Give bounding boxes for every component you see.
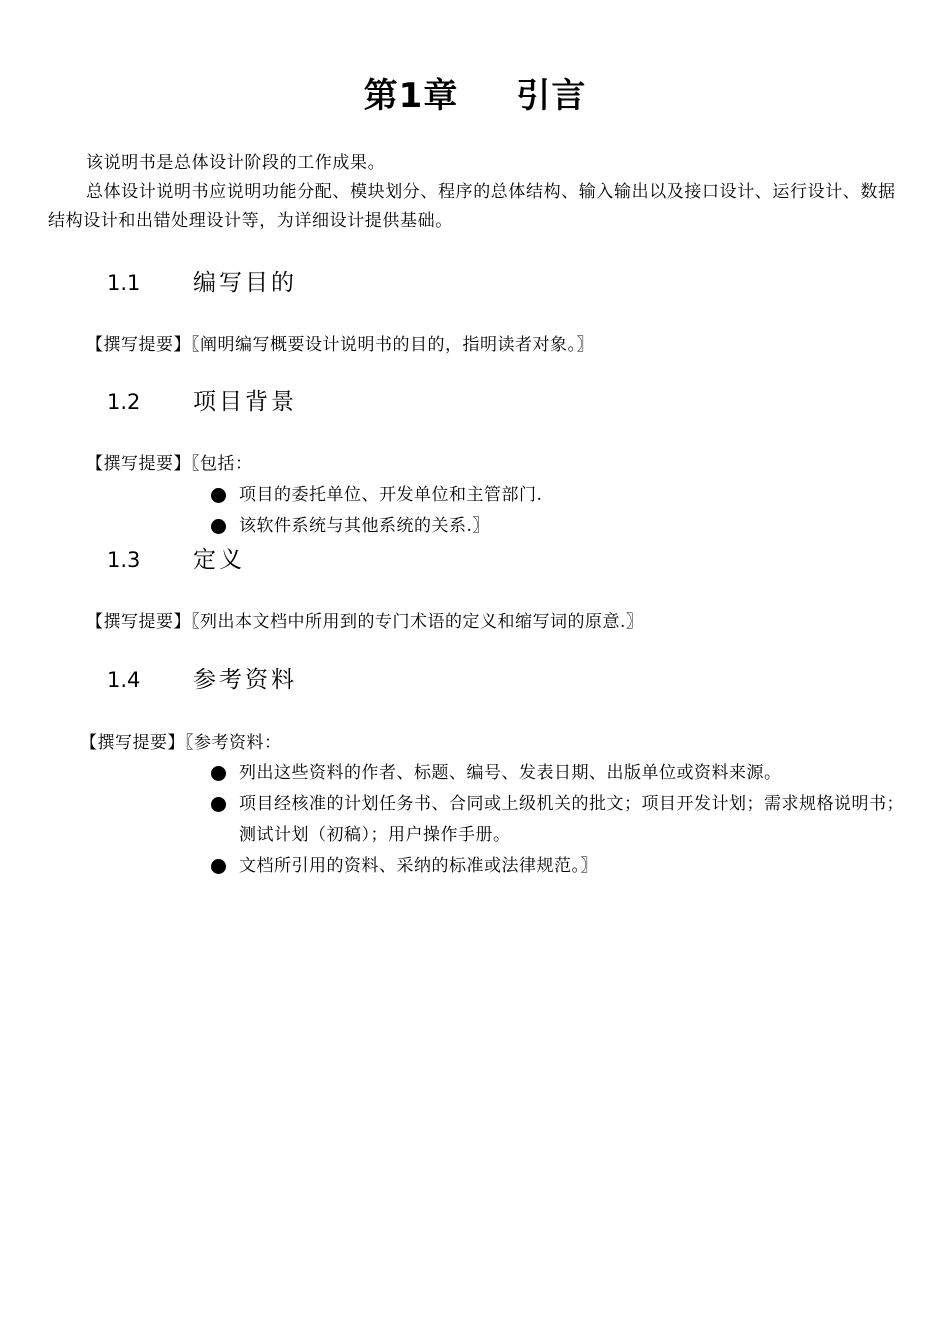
section-number: 1.2 [107,390,141,414]
writing-note-1-3: 【撰写提要】〖列出本文档中所用到的专门术语的定义和缩写词的原意.〗 [86,612,644,632]
section-title: 参考资料 [193,667,297,693]
list-item [211,789,911,851]
list-item [211,758,911,789]
section-number: 1.3 [107,548,141,572]
section-number: 1.4 [107,668,141,692]
bullet-list-1-4 [211,758,911,882]
chapter-name: 引言 [516,76,587,116]
section-heading-1-2 [107,387,297,417]
list-item [211,480,911,511]
list-item-text: 该软件系统与其他系统的关系.〗 [239,516,490,536]
bullet-icon [211,797,226,812]
writing-note-1-4: 【撰写提要】〖参考资料： [80,733,282,753]
chapter-title [0,68,950,117]
section-title: 项目背景 [193,389,297,415]
section-title: 编写目的 [193,270,297,296]
bullet-list-1-2 [211,480,911,542]
list-item-text: 文档所引用的资料、采纳的标准或法律规范。〗 [239,856,598,876]
section-title: 定义 [193,547,245,573]
section-heading-1-1 [107,268,297,298]
bullet-icon [211,859,226,874]
intro-paragraph-1: 该说明书是总体设计阶段的工作成果。 [86,153,386,173]
bullet-icon [211,519,226,534]
bullet-icon [211,488,226,503]
list-item-text: 项目经核准的计划任务书、合同或上级机关的批文；项目开发计划；需求规格说明书；测试计划（初稿）；用户操作手册。 [239,794,904,845]
writing-note-1-2: 【撰写提要】〖包括： [86,454,253,474]
section-heading-1-3 [107,545,245,575]
writing-note-1-1: 【撰写提要】〖阐明编写概要设计说明书的目的，指明读者对象。〗 [86,335,594,355]
chapter-number: 第1章 [363,76,459,116]
section-number: 1.1 [107,271,141,295]
list-item [211,851,911,882]
bullet-icon [211,766,226,781]
list-item-text: 项目的委托单位、开发单位和主管部门. [239,485,543,505]
list-item [211,511,911,542]
section-heading-1-4 [107,665,297,695]
list-item-text: 列出这些资料的作者、标题、编号、发表日期、出版单位或资料来源。 [239,763,782,783]
intro-paragraph-2: 总体设计说明书应说明功能分配、模块划分、程序的总体结构、输入输出以及接口设计、运行设计、数据结构设计和出错处理设计等，为详细设计提供基础。 [48,182,896,231]
